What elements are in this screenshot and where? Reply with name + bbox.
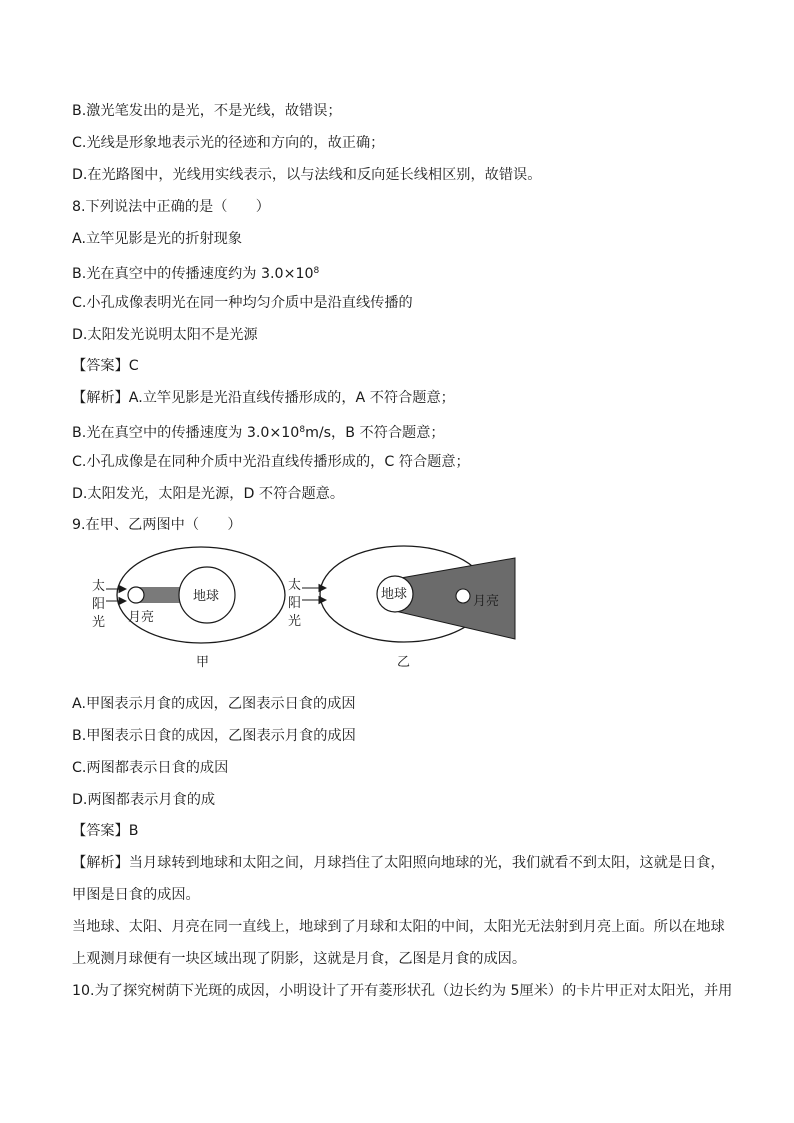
q8-option-a: A.立竿见影是光的折射现象 [72, 231, 243, 247]
q8-explanation-1: 【解析】A.立竿见影是光沿直线传播形成的，A 不符合题意； [72, 390, 455, 406]
q8-explanation-2-text: B.光在真空中的传播速度为 3.0×10 [72, 425, 300, 441]
q8-explanation-4: D.太阳发光，太阳是光源，D 不符合题意。 [72, 486, 345, 502]
left-caption: 甲 [196, 655, 210, 670]
question-9: 9.在甲、乙两图中（ ） [72, 517, 242, 533]
q8-option-d: D.太阳发光说明太阳不是光源 [72, 327, 258, 343]
q8-explanation-3: C.小孔成像是在同种介质中光沿直线传播形成的，C 符合题意； [72, 454, 470, 470]
left-sun-char-1: 太 [92, 579, 106, 594]
text-line-b-prev: B.激光笔发出的是光，不是光线，故错误； [72, 103, 342, 119]
q9-answer: 【答案】B [72, 823, 139, 839]
right-earth-label: 地球 [381, 587, 408, 602]
right-moon-circle [456, 589, 470, 603]
left-moon-circle [128, 587, 144, 603]
question-8: 8.下列说法中正确的是（ ） [72, 199, 270, 215]
right-sun-char-2: 阳 [288, 596, 302, 611]
q9-option-d: D.两图都表示月食的成 [72, 792, 216, 808]
q8-explanation-2-tail: m/s，B 不符合题意； [305, 425, 445, 441]
right-sun-char-1: 太 [288, 578, 302, 593]
q9-option-b: B.甲图表示日食的成因，乙图表示月食的成因 [72, 728, 356, 744]
q8-answer: 【答案】C [72, 358, 139, 374]
left-moon-label: 月亮 [128, 610, 155, 625]
left-sun-char-2: 阳 [92, 597, 106, 612]
right-caption: 乙 [397, 655, 411, 670]
left-sun-char-3: 光 [92, 615, 106, 630]
q8-option-b-text: B.光在真空中的传播速度约为 3.0×10 [72, 266, 314, 282]
right-sun-char-3: 光 [288, 614, 302, 629]
q9-explanation-4: 上观测月球便有一块区域出现了阴影，这就是月食，乙图是月食的成因。 [72, 951, 527, 967]
eclipse-diagram [86, 545, 526, 675]
text-line-c-prev: C.光线是形象地表示光的径迹和方向的，故正确； [72, 135, 385, 151]
diagram-right [288, 546, 515, 670]
q9-option-a: A.甲图表示月食的成因，乙图表示日食的成因 [72, 696, 356, 712]
left-earth-label: 地球 [193, 589, 220, 604]
diagram-left [92, 547, 285, 670]
q9-explanation-1: 【解析】当月球转到地球和太阳之间，月球挡住了太阳照向地球的光，我们就看不到太阳，这就是日食， [72, 855, 725, 871]
q9-explanation-2: 甲图是日食的成因。 [72, 887, 200, 903]
text-line-d-prev: D.在光路图中，光线用实线表示，以与法线和反向延长线相区别，故错误。 [72, 167, 542, 183]
q9-explanation-3: 当地球、太阳、月亮在同一直线上，地球到了月球和太阳的中间，太阳光无法射到月亮上面。所以在地球 [72, 919, 725, 935]
q8-option-b [72, 261, 319, 284]
q8-explanation-2-exponent: 8 [299, 425, 306, 435]
eclipse-diagram-svg [86, 545, 526, 675]
question-10: 10.为了探究树荫下光斑的成因，小明设计了开有菱形状孔（边长约为 5厘米）的卡片甲正对太阳光，并用 [72, 983, 733, 999]
q8-option-b-exponent: 8 [313, 266, 320, 276]
right-moon-label: 月亮 [473, 594, 500, 609]
q8-explanation-2 [72, 420, 445, 443]
q9-option-c: C.两图都表示日食的成因 [72, 760, 229, 776]
q8-option-c: C.小孔成像表明光在同一种均匀介质中是沿直线传播的 [72, 295, 413, 311]
